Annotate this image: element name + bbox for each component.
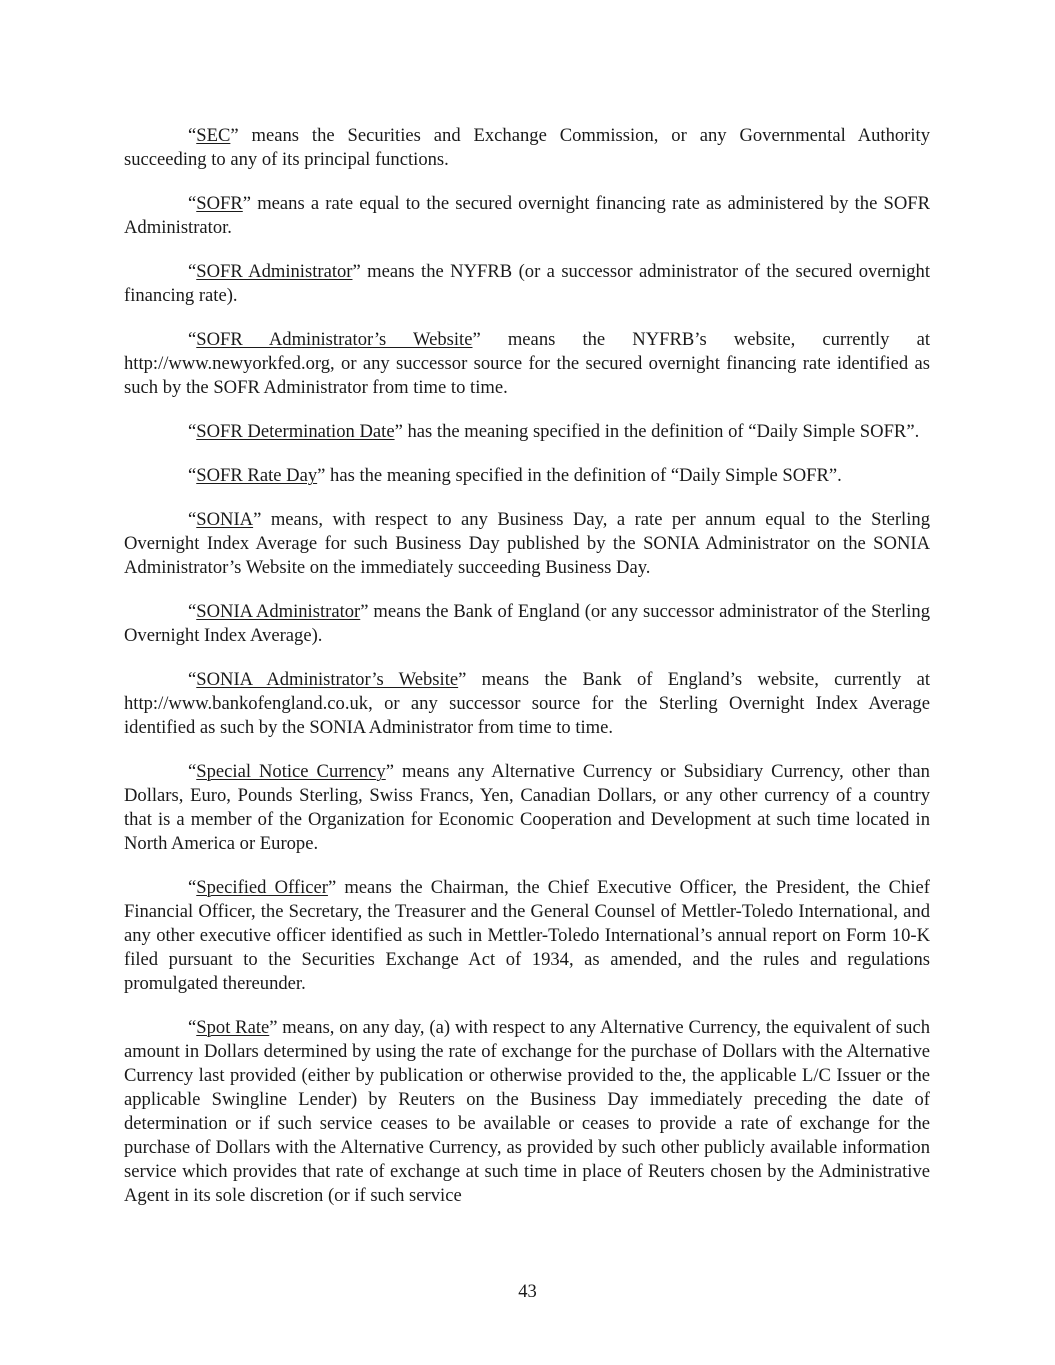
definition-text: ” means the Bank of England’s website, currently at http://www.bankofengland.co.uk, or any successor source for the Sterling Overnight Index Average identified as such by the SONIA Administrator from time to time. — [124, 669, 930, 738]
definition-sofr-administrators-website: “SOFR Administrator’s Website” means the NYFRB’s website, currently at http://www.newyorkfed.org, or any successor source for the secured overnight financing rate identified as such by the SOFR Administrator from time to time. — [124, 329, 930, 398]
definition-text: ” means a rate equal to the secured overnight financing rate as administered by the SOFR Administrator. — [124, 193, 930, 238]
definition-text: ” has the meaning specified in the definition of “Daily Simple SOFR”. — [317, 465, 842, 486]
definition-text: ” means the Securities and Exchange Commission, or any Governmental Authority succeeding to any of its principal functions. — [124, 125, 930, 170]
definition-sofr-administrator: “SOFR Administrator” means the NYFRB (or a successor administrator of the secured overnight financing rate). — [124, 261, 930, 306]
definition-text: ” has the meaning specified in the definition of “Daily Simple SOFR”. — [394, 421, 920, 442]
definition-sofr: “SOFR” means a rate equal to the secured overnight financing rate as administered by the SOFR Administrator. — [124, 193, 930, 238]
definition-text: ” means the NYFRB’s website, currently at http://www.newyorkfed.org, or any successor source for the secured overnight financing rate identified as such by the SOFR Administrator from time to time. — [124, 329, 930, 398]
definition-sonia-administrator: “SONIA Administrator” means the Bank of England (or any successor administrator of the Sterling Overnight Index Average). — [124, 601, 930, 646]
defined-term: SOFR Rate Day — [196, 465, 318, 486]
definition-sofr-determination-date: “SOFR Determination Date” has the meaning specified in the definition of “Daily Simple SOFR”. — [188, 421, 920, 442]
defined-term: SOFR Administrator’s Website — [196, 329, 473, 350]
definition-text: ” means the Bank of England (or any successor administrator of the Sterling Overnight Index Average). — [124, 601, 930, 646]
defined-term: Spot Rate — [196, 1017, 270, 1038]
definition-text: ” means the Chairman, the Chief Executive Officer, the President, the Chief Financial Officer, the Secretary, the Treasurer and the General Counsel of Mettler-Toledo International, and any other executive officer identified as such in Mettler-Toledo International’s annual report on Form 10-K filed pursuant to the Securities Exchange Act of 1934, as amended, and the rules and regulations promulgated thereunder. — [124, 877, 930, 994]
defined-term: SONIA Administrator’s Website — [196, 669, 459, 690]
definition-sec: “SEC” means the Securities and Exchange Commission, or any Governmental Authority succeeding to any of its principal functions. — [124, 125, 930, 170]
definition-text: ” means any Alternative Currency or Subsidiary Currency, other than Dollars, Euro, Pounds Sterling, Swiss Francs, Yen, Canadian Dollars, or any other currency of a country that is a member of the Organization for Economic Cooperation and Development at such time located in North America or Europe. — [124, 761, 930, 854]
definition-spot-rate: “Spot Rate” means, on any day, (a) with respect to any Alternative Currency, the equivalent of such amount in Dollars determined by using the rate of exchange for the purchase of Dollars with the Alternative Currency last provided (either by publication or otherwise provided to the, the applicable L/C Issuer or the applicable Swingline Lender) by Reuters on the Business Day immediately preceding the date of determination or if such service ceases to be available or ceases to provide a rate of exchange for the purchase of Dollars with the Alternative Currency, as provided by such other publicly available information service which provides that rate of exchange at such time in place of Reuters chosen by the Administrative Agent in its sole discretion (or if such service — [124, 1017, 930, 1206]
defined-term: Special Notice Currency — [196, 761, 386, 782]
defined-term: Specified Officer — [196, 877, 328, 898]
page-number: 43 — [518, 1281, 537, 1302]
definition-sonia: “SONIA” means, with respect to any Business Day, a rate per annum equal to the Sterling Overnight Index Average for such Business Day published by the SONIA Administrator on the SONIA Administrator’s Website on the immediately succeeding Business Day. — [124, 509, 930, 578]
defined-term: SOFR Determination Date — [196, 421, 395, 442]
defined-term: SONIA — [196, 509, 254, 530]
defined-term: SONIA Administrator — [196, 601, 361, 622]
definition-text: ” means, on any day, (a) with respect to any Alternative Currency, the equivalent of such amount in Dollars determined by using the rate of exchange for the purchase of Dollars with the Alternative Currency last provided (either by publication or otherwise provided to the, the applicable L/C Issuer or the applicable Swingline Lender) by Reuters on the Business Day immediately preceding the date of determination or if such service ceases to be available or ceases to provide a rate of exchange for the purchase of Dollars with the Alternative Currency, as provided by such other publicly available information service which provides that rate of exchange at such time in place of Reuters chosen by the Administrative Agent in its sole discretion (or if such service — [124, 1017, 930, 1206]
definition-text: ” means the NYFRB (or a successor administrator of the secured overnight financing rate). — [124, 261, 930, 306]
definition-text: ” means, with respect to any Business Day, a rate per annum equal to the Sterling Overnight Index Average for such Business Day published by the SONIA Administrator on the SONIA Administrator’s Website on the immediately succeeding Business Day. — [124, 509, 930, 578]
defined-term: SOFR Administrator — [196, 261, 353, 282]
defined-term: SEC — [196, 125, 231, 146]
definition-sonia-administrators-website: “SONIA Administrator’s Website” means the Bank of England’s website, currently at http://www.bankofengland.co.uk, or any successor source for the Sterling Overnight Index Average identified as such by the SONIA Administrator from time to time. — [124, 669, 930, 738]
document-body — [124, 124, 930, 1228]
definition-specified-officer: “Specified Officer” means the Chairman, the Chief Executive Officer, the President, the Chief Financial Officer, the Secretary, the Treasurer and the General Counsel of Mettler-Toledo International, and any other executive officer identified as such in Mettler-Toledo International’s annual report on Form 10-K filed pursuant to the Securities Exchange Act of 1934, as amended, and the rules and regulations promulgated thereunder. — [124, 877, 930, 994]
definition-sofr-rate-day: “SOFR Rate Day” has the meaning specified in the definition of “Daily Simple SOFR”. — [188, 465, 842, 486]
definition-special-notice-currency: “Special Notice Currency” means any Alternative Currency or Subsidiary Currency, other than Dollars, Euro, Pounds Sterling, Swiss Francs, Yen, Canadian Dollars, or any other currency of a country that is a member of the Organization for Economic Cooperation and Development at such time located in North America or Europe. — [124, 761, 930, 854]
defined-term: SOFR — [196, 193, 243, 214]
